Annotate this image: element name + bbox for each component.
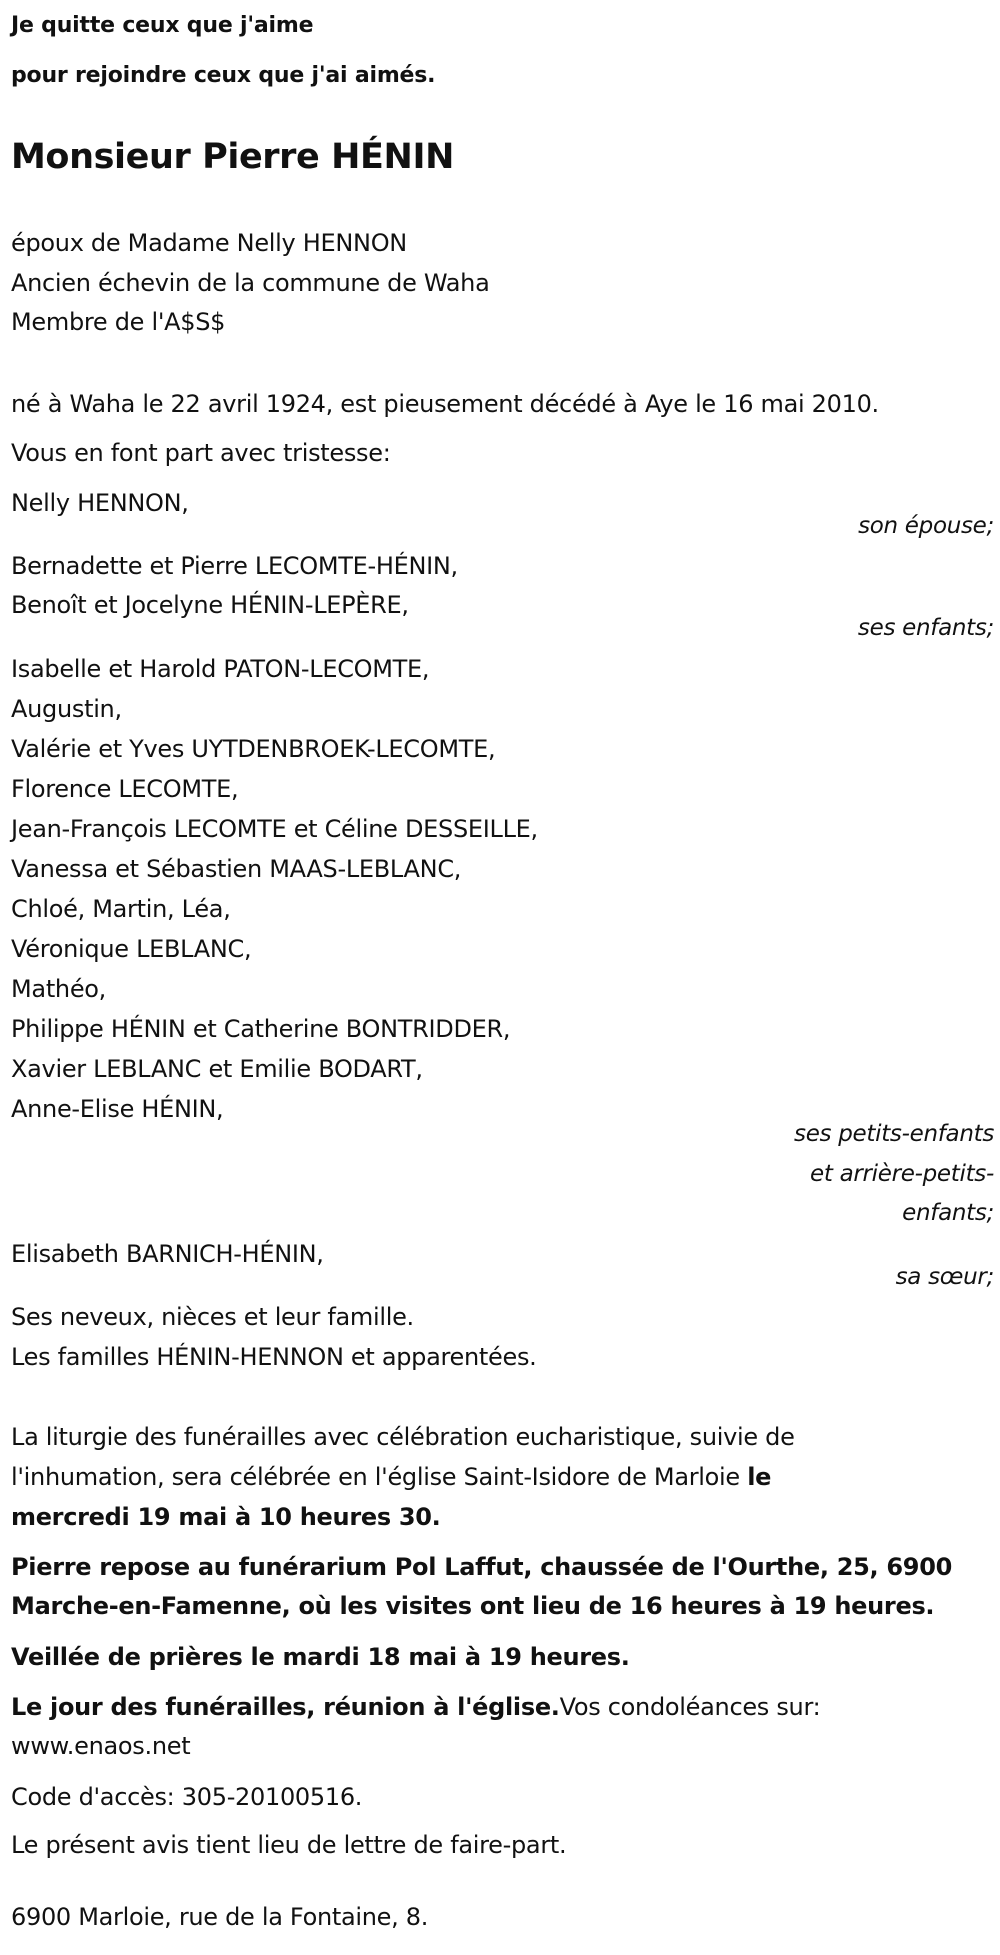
liturgy-date-start: le (747, 1463, 772, 1491)
condolences-label: Vos condoléances sur: (559, 1693, 821, 1721)
epigraph-line-1: Je quitte ceux que j'aime (11, 13, 314, 38)
membership-detail: Membre de l'A$S$ (11, 308, 226, 336)
spouse-detail: époux de Madame Nelly HENNON (11, 229, 407, 257)
extended-family-line: Les familles HÉNIN-HENNON et apparentées. (11, 1343, 537, 1371)
relation-label: sa sœur; (895, 1264, 994, 1290)
extended-family-line: Ses neveux, nièces et leur famille. (11, 1303, 414, 1331)
family-name: Florence LECOMTE, (11, 775, 239, 803)
liturgy-date: mercredi 19 mai à 10 heures 30. (11, 1503, 441, 1531)
relation-label: ses petits-enfants (794, 1121, 994, 1147)
family-name: Bernadette et Pierre LECOMTE-HÉNIN, (11, 552, 458, 580)
relation-label: ses enfants; (857, 615, 994, 641)
family-name: Elisabeth BARNICH-HÉNIN, (11, 1240, 324, 1268)
vigil-info: Veillée de prières le mardi 18 mai à 19 heures. (11, 1643, 630, 1671)
family-name: Isabelle et Harold PATON-LECOMTE, (11, 655, 430, 683)
family-name: Philippe HÉNIN et Catherine BONTRIDDER, (11, 1015, 511, 1043)
family-address: 6900 Marloie, rue de la Fontaine, 8. (11, 1903, 429, 1931)
liturgy-location: l'inhumation, sera célébrée en l'église Saint-Isidore de Marloie (11, 1463, 748, 1491)
epigraph-line-2: pour rejoindre ceux que j'ai aimés. (11, 63, 436, 88)
condolences-link[interactable]: www.enaos.net (11, 1732, 191, 1760)
family-name: Valérie et Yves UYTDENBROEK-LECOMTE, (11, 735, 496, 763)
family-name: Benoît et Jocelyne HÉNIN-LEPÈRE, (11, 591, 409, 619)
relation-label: et arrière-petits- (810, 1161, 994, 1187)
family-name: Xavier LEBLANC et Emilie BODART, (11, 1055, 423, 1083)
family-name: Vanessa et Sébastien MAAS-LEBLANC, (11, 855, 462, 883)
family-name: Augustin, (11, 695, 122, 723)
birth-death-statement: né à Waha le 22 avril 1924, est pieusement décédé à Aye le 16 mai 2010. (11, 390, 879, 418)
announcement-intro: Vous en font part avec tristesse: (11, 439, 391, 467)
meeting-info: Le jour des funérailles, réunion à l'église. (11, 1693, 560, 1721)
family-name: Jean-François LECOMTE et Céline DESSEILLE, (11, 815, 538, 843)
family-name: Chloé, Martin, Léa, (11, 895, 231, 923)
funeral-home-info: Pierre repose au funérarium Pol Laffut, chaussée de l'Ourthe, 25, 6900 (11, 1553, 952, 1581)
liturgy-text: La liturgie des funérailles avec célébration eucharistique, suivie de (11, 1423, 795, 1451)
family-name: Véronique LEBLANC, (11, 935, 252, 963)
liturgy-text-line-2 (11, 1457, 994, 1497)
family-name: Mathéo, (11, 975, 107, 1003)
deceased-name-title: Monsieur Pierre HÉNIN (11, 137, 454, 177)
role-detail: Ancien échevin de la commune de Waha (11, 269, 490, 297)
access-code: Code d'accès: 305-20100516. (11, 1783, 363, 1811)
relation-label: enfants; (902, 1200, 994, 1226)
family-name: Anne-Elise HÉNIN, (11, 1095, 224, 1123)
visiting-hours: Marche-en-Famenne, où les visites ont lieu de 16 heures à 19 heures. (11, 1592, 935, 1620)
meeting-and-condolences (11, 1687, 994, 1727)
notice-statement: Le présent avis tient lieu de lettre de faire-part. (11, 1831, 567, 1859)
family-name: Nelly HENNON, (11, 489, 189, 517)
relation-label: son épouse; (858, 513, 994, 539)
